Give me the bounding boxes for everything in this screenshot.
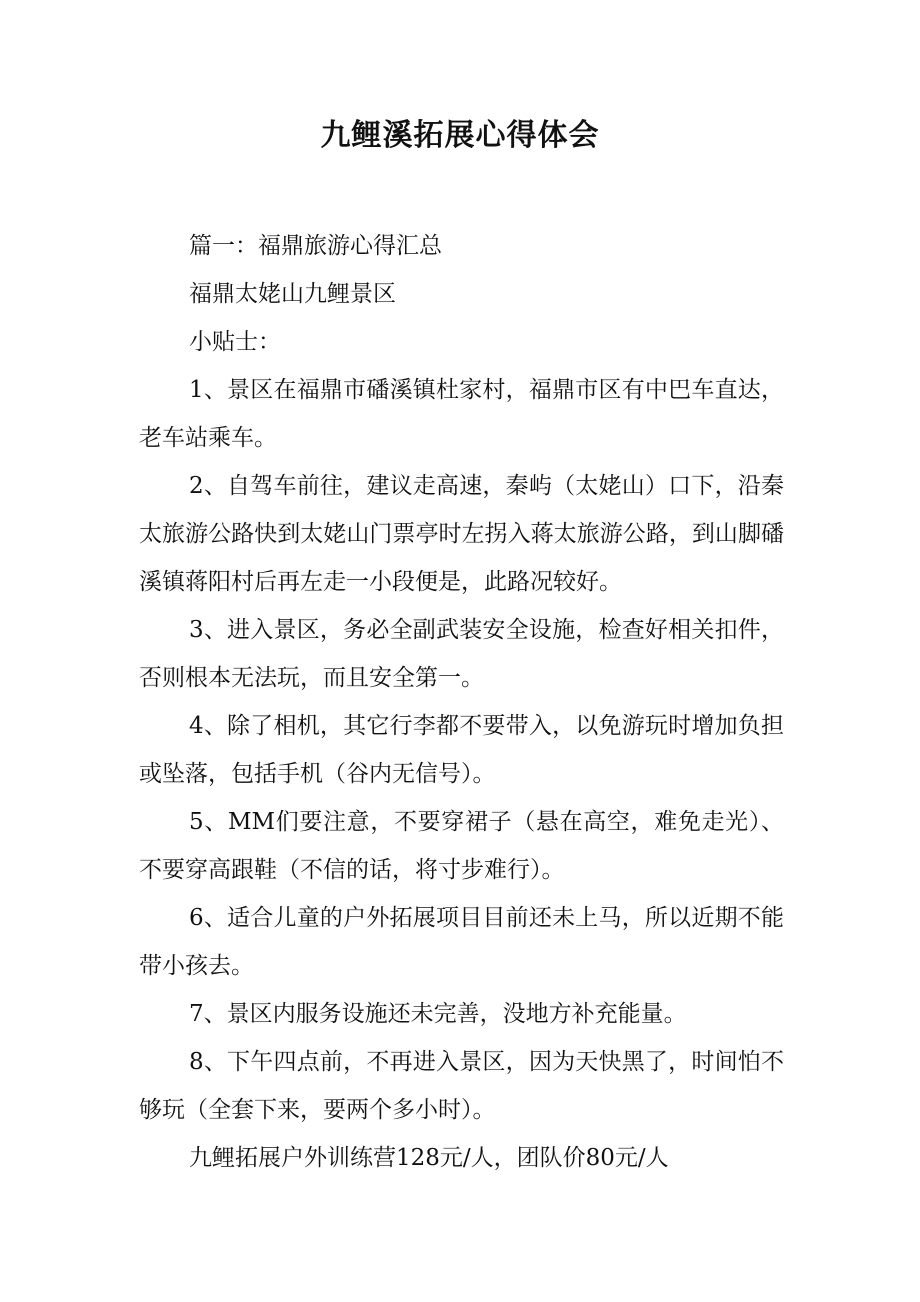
paragraph-tip-8: 8、下午四点前，不再进入景区，因为天快黑了，时间怕不够玩（全套下来，要两个多小时）。: [139, 1049, 784, 1123]
paragraph-tip-2: 2、自驾车前往，建议走高速，秦屿（太姥山）口下，沿秦太旅游公路快到太姥山门票亭时左拐入蒋太旅游公路，到山脚磻溪镇蒋阳村后再左走一小段便是，此路况较好。: [139, 473, 784, 595]
paragraph-tip-5: 5、MM们要注意，不要穿裙子（悬在高空，难免走光）、不要穿高跟鞋（不信的话，将寸步难行）。: [139, 809, 784, 883]
paragraph-tip-4: 4、除了相机，其它行李都不要带入，以免游玩时增加负担或坠落，包括手机（谷内无信号）。: [139, 713, 784, 787]
paragraph-scenic-area-name: 福鼎太姥山九鲤景区: [189, 281, 396, 307]
paragraph-tip-7: 7、景区内服务设施还未完善，没地方补充能量。: [189, 1001, 687, 1027]
paragraph-tip-6: 6、适合儿童的户外拓展项目目前还未上马，所以近期不能带小孩去。: [139, 905, 784, 979]
paragraph-tip-1: 1、景区在福鼎市磻溪镇杜家村，福鼎市区有中巴车直达，老车站乘车。: [139, 377, 784, 451]
paragraph-tips-heading: 小贴士：: [189, 329, 281, 355]
document-body: [139, 222, 784, 1182]
paragraph-price: 九鲤拓展户外训练营128元/人，团队价80元/人: [189, 1145, 669, 1171]
document-title: 九鲤溪拓展心得体会: [320, 118, 600, 153]
paragraph-tip-3: 3、进入景区，务必全副武装安全设施，检查好相关扣件，否则根本无法玩，而且安全第一。: [139, 617, 784, 691]
paragraph-section-heading: 篇一：福鼎旅游心得汇总: [189, 233, 442, 259]
